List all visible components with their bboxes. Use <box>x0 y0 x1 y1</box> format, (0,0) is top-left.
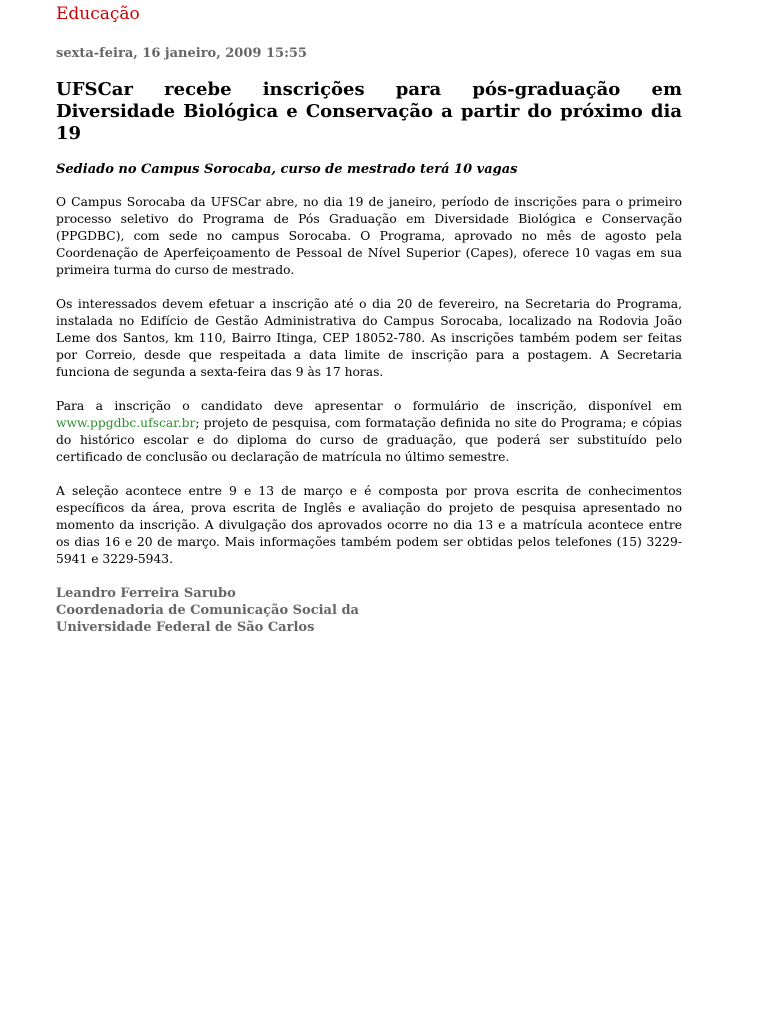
author-name: Leandro Ferreira Sarubo <box>56 586 236 601</box>
paragraph-selection: A seleção acontece entre 9 e 13 de março e é composta por prova escrita de conhecimentos específicos da área, prova escrita de Inglês e avaliação do projeto de pesquisa apresentado no momento da inscrição. A divulgação dos aprovados ocorre no dia 13 e a matrícula acontece entre os dias 16 e 20 de março. Mais informações também podem ser obtidas pelos telefones (15) 3229-5941 e 3229-5943. <box>56 484 682 566</box>
article-date: sexta-feira, 16 janeiro, 2009 15:55 <box>56 46 307 61</box>
paragraph-documents-rest: ; projeto de pesquisa, com formatação definida no site do Programa; e cópias do histórico escolar e do diploma do curso de graduação, que poderá ser substituído pelo certificado de conclusão ou declaração de matrícula no último semestre. <box>56 416 682 464</box>
paragraph-announcement: O Campus Sorocaba da UFSCar abre, no dia 19 de janeiro, período de inscrições para o primeiro processo seletivo do Programa de Pós Graduação em Diversidade Biológica e Conservação (PPGDBC), com sede no campus Sorocaba. O Programa, aprovado no mês de agosto pela Coordenação de Aperfeiçoamento de Pessoal de Nível Superior (Capes), oferece 10 vagas em sua primeira turma do curso de mestrado. <box>56 195 682 277</box>
paragraph-registration: Os interessados devem efetuar a inscrição até o dia 20 de fevereiro, na Secretaria do Programa, instalada no Edifício de Gestão Administrativa do Campus Sorocaba, localizado na Rodovia João Leme dos Santos, km 110, Bairro Itinga, CEP 18052-780. As inscrições também podem ser feitas por Correio, desde que respeitada a data limite de inscrição para a postagem. A Secretaria funciona de segunda a sexta-feira das 9 às 17 horas. <box>56 297 682 379</box>
paragraph-documents-intro: Para a inscrição o candidato deve apresentar o formulário de inscrição, disponível em <box>56 399 682 413</box>
author-signature <box>56 585 682 636</box>
article-headline: UFSCar recebe inscrições para pós-graduação em Diversidade Biológica e Conservação a partir do próximo dia 19 <box>56 79 682 144</box>
author-department: Coordenadoria de Comunicação Social da <box>56 603 359 618</box>
paragraph-documents <box>56 398 682 466</box>
article-body <box>56 194 682 636</box>
article-subtitle: Sediado no Campus Sorocaba, curso de mestrado terá 10 vagas <box>56 162 518 177</box>
author-institution: Universidade Federal de São Carlos <box>56 620 315 635</box>
section-title[interactable]: Educação <box>56 4 140 24</box>
program-website-link[interactable]: www.ppgdbc.ufscar.br <box>56 416 196 430</box>
